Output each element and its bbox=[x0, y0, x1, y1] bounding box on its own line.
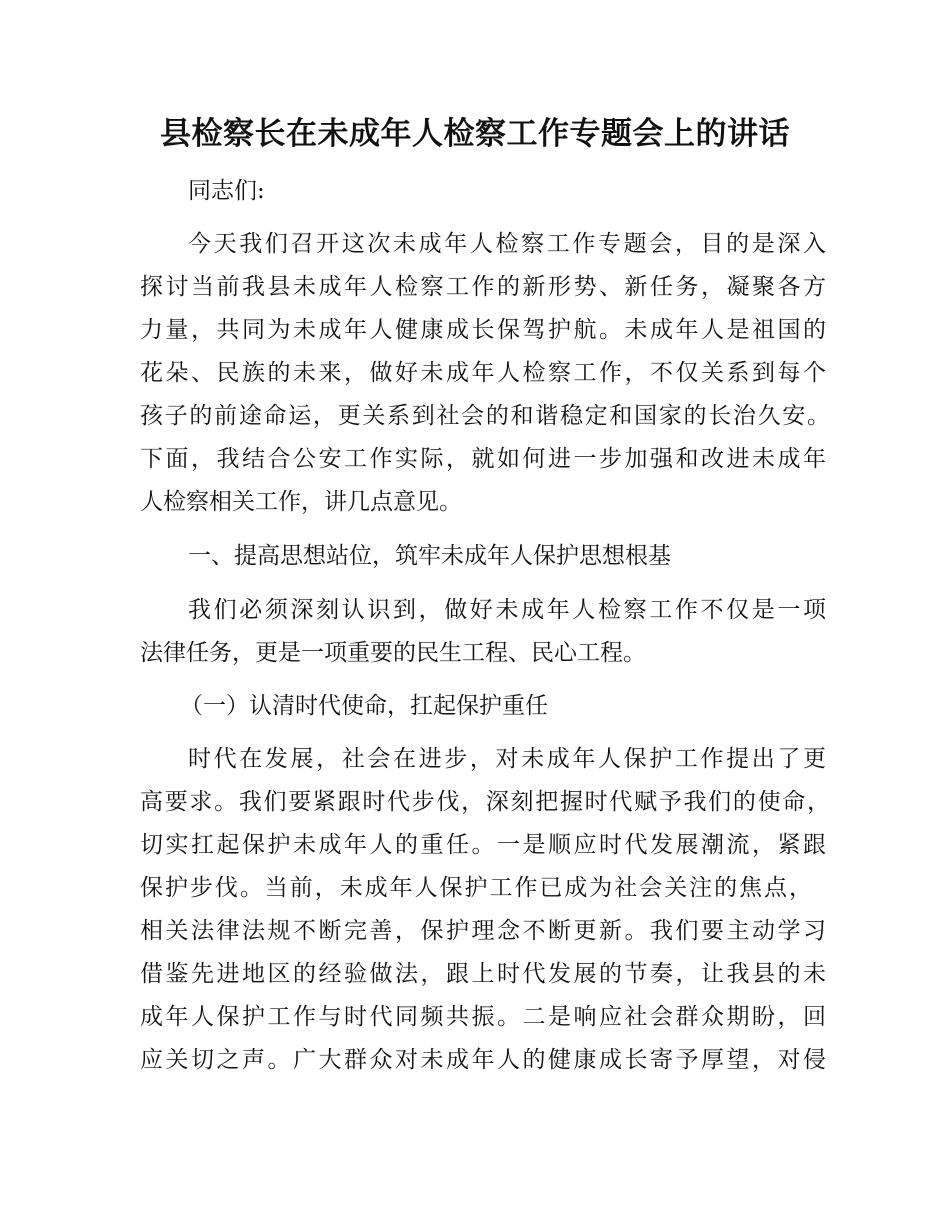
paragraph-line: 借鉴先进地区的经验做法，跟上时代发展的节奏，让我县的未 bbox=[140, 961, 826, 987]
section-heading-1: 一、提高思想站位，筑牢未成年人保护思想根基 bbox=[188, 543, 671, 569]
paragraph-line: 探讨当前我县未成年人检察工作的新形势、新任务，凝聚各方 bbox=[140, 274, 826, 300]
paragraph-line: 切实扛起保护未成年人的重任。一是顺应时代发展潮流，紧跟 bbox=[140, 832, 826, 858]
paragraph-line: 高要求。我们要紧跟时代步伐，深刻把握时代赋予我们的使命， bbox=[140, 789, 830, 815]
paragraph-line: 法律任务，更是一项重要的民生工程、民心工程。 bbox=[140, 640, 646, 666]
document-title: 县检察长在未成年人检察工作专题会上的讲话 bbox=[160, 116, 790, 152]
salutation: 同志们: bbox=[188, 178, 265, 204]
paragraph-line: 人检察相关工作，讲几点意见。 bbox=[140, 489, 462, 515]
subsection-heading-1: （一）认清时代使命，扛起保护重任 bbox=[180, 693, 548, 719]
paragraph-line: 今天我们召开这次未成年人检察工作专题会，目的是深入 bbox=[188, 231, 826, 257]
paragraph-line: 力量，共同为未成年人健康成长保驾护航。未成年人是祖国的 bbox=[140, 317, 826, 343]
paragraph-line: 花朵、民族的未来，做好未成年人检察工作，不仅关系到每个 bbox=[140, 360, 826, 386]
paragraph-line: 孩子的前途命运，更关系到社会的和谐稳定和国家的长治久安。 bbox=[140, 403, 830, 429]
paragraph-line: 我们必须深刻认识到，做好未成年人检察工作不仅是一项 bbox=[188, 597, 826, 623]
paragraph-line: 相关法律法规不断完善，保护理念不断更新。我们要主动学习 bbox=[140, 918, 826, 944]
paragraph-line: 下面，我结合公安工作实际，就如何进一步加强和改进未成年 bbox=[140, 446, 826, 472]
paragraph-line: 保护步伐。当前，未成年人保护工作已成为社会关注的焦点， bbox=[140, 875, 812, 901]
paragraph-line: 应关切之声。广大群众对未成年人的健康成长寄予厚望，对侵 bbox=[140, 1047, 826, 1073]
paragraph-line: 成年人保护工作与时代同频共振。二是响应社会群众期盼，回 bbox=[140, 1004, 826, 1030]
paragraph-line: 时代在发展，社会在进步，对未成年人保护工作提出了更 bbox=[188, 746, 826, 772]
